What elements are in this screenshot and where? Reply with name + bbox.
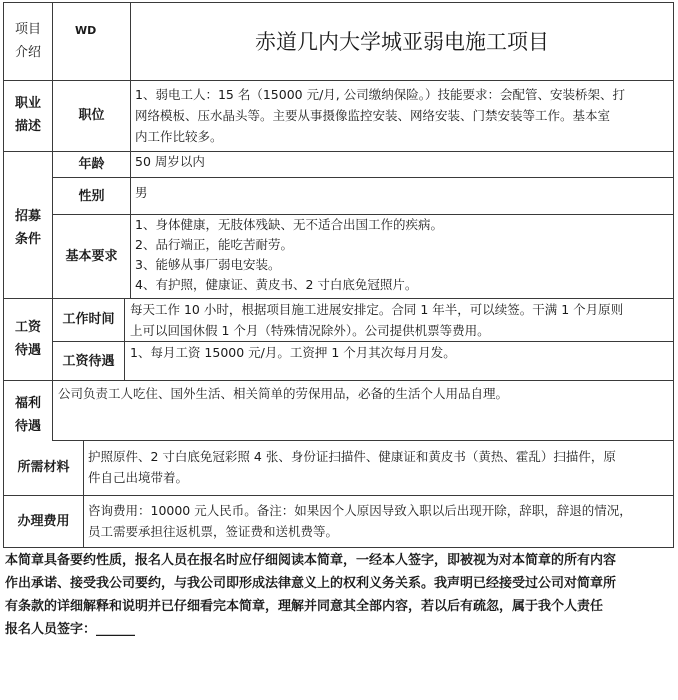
age-label: 年龄 — [78, 157, 105, 172]
position-label: 职位 — [78, 108, 105, 123]
signature-line — [5, 618, 675, 641]
gender-value: 男 — [135, 185, 148, 200]
welfare-value: 公司负责工人吃住、国外生活、相关简单的劳保用品，必备的生活个人用品自理。 — [58, 386, 509, 401]
materials-description: 护照原件、2 寸白底免冠彩照 4 张、身份证扫描件、健康证和黄皮书（黄热、霍乱）扫描件，原 件自己出境带着。 — [88, 449, 616, 485]
pay-value: 1、每月工资 15000 元/月。工资押 1 个月其次每月月发。 — [130, 345, 456, 360]
fees-description: 咨询费用：10000 元人民币。备注：如果因个人原因导致入职以后出现开除，辞职，辞退的情况， 员工需要承担往返机票，签证费和送机费等。 — [88, 503, 632, 539]
gender-label: 性别 — [78, 189, 105, 204]
pay-label: 工资待遇 — [62, 354, 115, 369]
project-code: WD — [75, 24, 97, 37]
declaration-text: 本简章具备要约性质，报名人员在报名时应仔细阅读本简章，一经本人签字，即被视为对本简章的所有内容 作出承诺、接受我公司要约，与我公司即形成法律意义上的权利义务关系。我声明已经接受过公司对简章所 有条款的详细解释和说明并已仔细看完本简章，理解并同意其全部内容，若以后有疏忽，属于我个人责任 报名人员签字：______ — [5, 549, 675, 641]
signature-label: 报名人员签字： — [5, 622, 97, 637]
basic-requirements-list: 1、身体健康，无肢体残缺、无不适合出国工作的疾病。 2、品行端正，能吃苦耐劳。 3、能够从事厂弱电安装。 4、有护照，健康证、黄皮书、2 寸白底免冠照片。 — [135, 217, 443, 292]
section-label-recruit: 招募 条件 — [14, 209, 41, 247]
signature-blank[interactable]: ______ — [96, 622, 136, 637]
page-title: 赤道几内大学城亚弱电施工项目 — [255, 30, 549, 54]
basic-requirements-label: 基本要求 — [65, 249, 118, 264]
section-label-project: 项目 介绍 — [14, 22, 41, 60]
section-label-welfare: 福利 待遇 — [14, 396, 41, 434]
section-label-job: 职业 描述 — [14, 96, 41, 134]
age-value: 50 周岁以内 — [135, 154, 205, 169]
worktime-description: 每天工作 10 小时，根据项目施工进展安排定。合同 1 年半，可以续签。干满 1 个月原则 上可以回国休假 1 个月（特殊情况除外）。公司提供机票等费用。 — [130, 302, 624, 338]
worktime-label: 工作时间 — [62, 312, 115, 327]
section-label-salary: 工资 待遇 — [14, 320, 41, 358]
position-description: 1、弱电工人：15 名（15000 元/月, 公司缴纳保险。）技能要求：会配管、安装桥架、打 网络模板、压水晶头等。主要从事摄像监控安装、网络安装、门禁安装等工作。基本室 内工作比较多。 — [135, 87, 625, 144]
fees-label: 办理费用 — [17, 514, 70, 529]
materials-label: 所需材料 — [17, 460, 70, 475]
